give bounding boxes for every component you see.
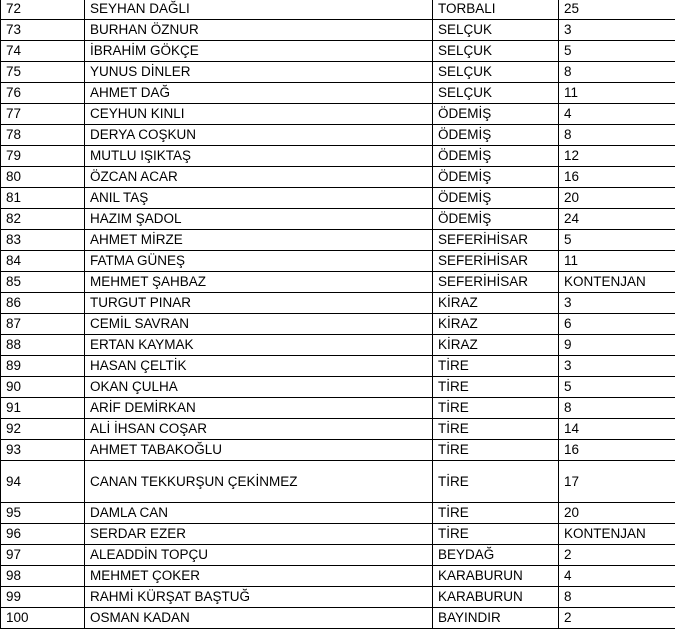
row-number-cell: 87 <box>1 314 85 335</box>
table-body <box>1 0 675 629</box>
row-number-cell: 84 <box>1 251 85 272</box>
district-cell: SEFERİHİSAR <box>433 272 559 293</box>
rank-cell: KONTENJAN <box>559 524 675 545</box>
table-row <box>1 293 675 314</box>
candidate-name-cell: HAZIM ŞADOL <box>85 209 433 230</box>
district-cell: TORBALI <box>433 0 559 20</box>
rank-cell: 20 <box>559 503 675 524</box>
rank-cell: 11 <box>559 251 675 272</box>
table-row <box>1 41 675 62</box>
candidate-name-cell: RAHMİ KÜRŞAT BAŞTUĞ <box>85 587 433 608</box>
district-cell: TİRE <box>433 440 559 461</box>
candidate-name-cell: OKAN ÇULHA <box>85 377 433 398</box>
table-row <box>1 167 675 188</box>
table-row <box>1 440 675 461</box>
row-number-cell: 79 <box>1 146 85 167</box>
row-number-cell: 98 <box>1 566 85 587</box>
district-cell: TİRE <box>433 419 559 440</box>
candidate-name-cell: AHMET DAĞ <box>85 83 433 104</box>
row-number-cell: 74 <box>1 41 85 62</box>
district-cell: SELÇUK <box>433 41 559 62</box>
table-row <box>1 272 675 293</box>
rank-cell: 8 <box>559 62 675 83</box>
rank-cell: 16 <box>559 440 675 461</box>
table-row <box>1 419 675 440</box>
row-number-cell: 92 <box>1 419 85 440</box>
candidate-name-cell: ERTAN KAYMAK <box>85 335 433 356</box>
candidate-name-cell: MUTLU IŞIKTAŞ <box>85 146 433 167</box>
district-cell: SEFERİHİSAR <box>433 251 559 272</box>
rank-cell: 5 <box>559 230 675 251</box>
candidate-name-cell: AHMET MİRZE <box>85 230 433 251</box>
rank-cell: 11 <box>559 83 675 104</box>
row-number-cell: 95 <box>1 503 85 524</box>
candidate-name-cell: YUNUS DİNLER <box>85 62 433 83</box>
rank-cell: 3 <box>559 356 675 377</box>
row-number-cell: 88 <box>1 335 85 356</box>
candidate-name-cell: BURHAN ÖZNUR <box>85 20 433 41</box>
table-row <box>1 503 675 524</box>
district-cell: BAYINDIR <box>433 608 559 629</box>
district-cell: ÖDEMİŞ <box>433 125 559 146</box>
candidate-name-cell: MEHMET ŞAHBAZ <box>85 272 433 293</box>
candidate-name-cell: HASAN ÇELTİK <box>85 356 433 377</box>
district-cell: KİRAZ <box>433 293 559 314</box>
district-cell: KARABURUN <box>433 566 559 587</box>
row-number-cell: 100 <box>1 608 85 629</box>
district-cell: SELÇUK <box>433 83 559 104</box>
candidate-name-cell: FATMA GÜNEŞ <box>85 251 433 272</box>
rank-cell: 8 <box>559 398 675 419</box>
table-row <box>1 587 675 608</box>
row-number-cell: 73 <box>1 20 85 41</box>
table-row <box>1 104 675 125</box>
rank-cell: 8 <box>559 587 675 608</box>
district-cell: KARABURUN <box>433 587 559 608</box>
table-row <box>1 356 675 377</box>
candidate-name-cell: DAMLA CAN <box>85 503 433 524</box>
row-number-cell: 76 <box>1 83 85 104</box>
rank-cell: 5 <box>559 377 675 398</box>
district-cell: SELÇUK <box>433 62 559 83</box>
candidate-name-cell: ÖZCAN ACAR <box>85 167 433 188</box>
rank-cell: 6 <box>559 314 675 335</box>
table-row <box>1 335 675 356</box>
candidate-name-cell: CEYHUN KINLI <box>85 104 433 125</box>
district-cell: KİRAZ <box>433 314 559 335</box>
table-row <box>1 20 675 41</box>
row-number-cell: 94 <box>1 461 85 503</box>
district-cell: TİRE <box>433 524 559 545</box>
table-row <box>1 251 675 272</box>
table-row <box>1 566 675 587</box>
candidate-name-cell: SEYHAN DAĞLI <box>85 0 433 20</box>
table-row <box>1 608 675 629</box>
table-row <box>1 209 675 230</box>
district-cell: SEFERİHİSAR <box>433 230 559 251</box>
district-cell: TİRE <box>433 503 559 524</box>
row-number-cell: 83 <box>1 230 85 251</box>
row-number-cell: 82 <box>1 209 85 230</box>
rank-cell: 14 <box>559 419 675 440</box>
table-row <box>1 125 675 146</box>
candidate-name-cell: ALİ İHSAN COŞAR <box>85 419 433 440</box>
row-number-cell: 89 <box>1 356 85 377</box>
rank-cell: 25 <box>559 0 675 20</box>
candidate-name-cell: OSMAN KADAN <box>85 608 433 629</box>
table-row <box>1 62 675 83</box>
table-row <box>1 314 675 335</box>
row-number-cell: 90 <box>1 377 85 398</box>
district-cell: ÖDEMİŞ <box>433 188 559 209</box>
row-number-cell: 85 <box>1 272 85 293</box>
rank-cell: KONTENJAN <box>559 272 675 293</box>
candidate-name-cell: SERDAR EZER <box>85 524 433 545</box>
district-cell: ÖDEMİŞ <box>433 209 559 230</box>
table-row <box>1 0 675 20</box>
district-cell: TİRE <box>433 398 559 419</box>
district-cell: ÖDEMİŞ <box>433 146 559 167</box>
row-number-cell: 86 <box>1 293 85 314</box>
table-row <box>1 545 675 566</box>
row-number-cell: 96 <box>1 524 85 545</box>
candidate-name-cell: CANAN TEKKURŞUN ÇEKİNMEZ <box>85 461 433 503</box>
candidate-name-cell: TURGUT PINAR <box>85 293 433 314</box>
table-row <box>1 230 675 251</box>
row-number-cell: 99 <box>1 587 85 608</box>
table-row <box>1 188 675 209</box>
rank-cell: 16 <box>559 167 675 188</box>
candidate-name-cell: CEMİL SAVRAN <box>85 314 433 335</box>
rank-cell: 4 <box>559 566 675 587</box>
rank-cell: 12 <box>559 146 675 167</box>
rank-cell: 4 <box>559 104 675 125</box>
row-number-cell: 80 <box>1 167 85 188</box>
district-cell: TİRE <box>433 356 559 377</box>
rank-cell: 3 <box>559 293 675 314</box>
rank-cell: 17 <box>559 461 675 503</box>
rank-cell: 2 <box>559 608 675 629</box>
district-cell: TİRE <box>433 461 559 503</box>
candidate-name-cell: ALEADDİN TOPÇU <box>85 545 433 566</box>
district-cell: TİRE <box>433 377 559 398</box>
row-number-cell: 72 <box>1 0 85 20</box>
rank-cell: 9 <box>559 335 675 356</box>
district-cell: BEYDAĞ <box>433 545 559 566</box>
rank-cell: 24 <box>559 209 675 230</box>
table-row <box>1 83 675 104</box>
district-cell: ÖDEMİŞ <box>433 104 559 125</box>
row-number-cell: 93 <box>1 440 85 461</box>
candidate-name-cell: İBRAHİM GÖKÇE <box>85 41 433 62</box>
table-row <box>1 377 675 398</box>
district-cell: SELÇUK <box>433 20 559 41</box>
row-number-cell: 81 <box>1 188 85 209</box>
row-number-cell: 75 <box>1 62 85 83</box>
table-row <box>1 398 675 419</box>
candidate-name-cell: AHMET TABAKOĞLU <box>85 440 433 461</box>
candidate-name-cell: ANIL TAŞ <box>85 188 433 209</box>
row-number-cell: 77 <box>1 104 85 125</box>
candidate-name-cell: DERYA COŞKUN <box>85 125 433 146</box>
row-number-cell: 97 <box>1 545 85 566</box>
rank-cell: 3 <box>559 20 675 41</box>
rank-cell: 20 <box>559 188 675 209</box>
district-cell: ÖDEMİŞ <box>433 167 559 188</box>
table-row <box>1 461 675 503</box>
row-number-cell: 78 <box>1 125 85 146</box>
rank-cell: 5 <box>559 41 675 62</box>
row-number-cell: 91 <box>1 398 85 419</box>
table-row <box>1 524 675 545</box>
candidate-name-cell: MEHMET ÇOKER <box>85 566 433 587</box>
district-cell: KİRAZ <box>433 335 559 356</box>
table-row <box>1 146 675 167</box>
candidate-name-cell: ARİF DEMİRKAN <box>85 398 433 419</box>
rank-cell: 8 <box>559 125 675 146</box>
rank-cell: 2 <box>559 545 675 566</box>
